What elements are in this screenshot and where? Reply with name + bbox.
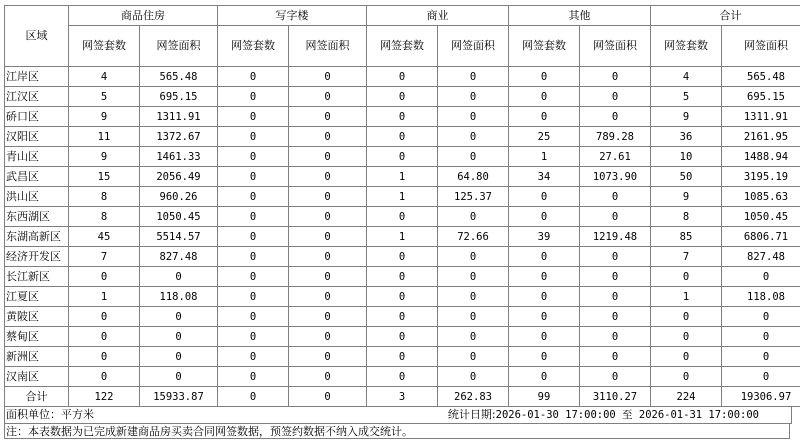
area-cell: 0 <box>722 327 800 347</box>
area-cell: 0 <box>580 207 651 227</box>
count-cell: 0 <box>218 107 289 127</box>
area-cell: 0 <box>289 287 367 307</box>
area-cell: 0 <box>140 347 218 367</box>
count-cell: 0 <box>218 87 289 107</box>
area-cell: 0 <box>438 287 509 307</box>
count-cell: 0 <box>509 207 580 227</box>
area-cell: 827.48 <box>140 247 218 267</box>
count-cell: 0 <box>69 327 140 347</box>
unit-label: 面积单位：平方米 <box>6 408 94 421</box>
area-cell: 15933.87 <box>140 387 218 407</box>
area-cell: 960.26 <box>140 187 218 207</box>
area-cell: 1311.91 <box>140 107 218 127</box>
area-cell: 0 <box>722 347 800 367</box>
area-cell: 0 <box>289 87 367 107</box>
sub-header-count: 网签套数 <box>69 26 140 67</box>
region-cell: 经济开发区 <box>5 247 69 267</box>
sub-header-count: 网签套数 <box>367 26 438 67</box>
table-row <box>5 247 800 267</box>
region-cell: 硚口区 <box>5 107 69 127</box>
area-cell: 0 <box>289 387 367 407</box>
area-cell: 0 <box>289 67 367 87</box>
area-cell: 0 <box>289 187 367 207</box>
table-row <box>5 187 800 207</box>
table-row <box>5 327 800 347</box>
region-cell: 汉阳区 <box>5 127 69 147</box>
count-cell: 0 <box>509 187 580 207</box>
area-cell: 0 <box>438 107 509 127</box>
count-cell: 36 <box>651 127 722 147</box>
area-cell: 0 <box>580 307 651 327</box>
table-row <box>5 367 800 387</box>
count-cell: 0 <box>218 367 289 387</box>
area-cell: 1219.48 <box>580 227 651 247</box>
area-cell: 0 <box>140 307 218 327</box>
table-row <box>5 67 800 87</box>
count-cell: 0 <box>69 307 140 327</box>
area-cell: 789.28 <box>580 127 651 147</box>
region-cell: 新洲区 <box>5 347 69 367</box>
count-cell: 122 <box>69 387 140 407</box>
area-cell: 0 <box>438 347 509 367</box>
count-cell: 0 <box>509 367 580 387</box>
area-cell: 1050.45 <box>140 207 218 227</box>
count-cell: 5 <box>651 87 722 107</box>
area-cell: 1073.90 <box>580 167 651 187</box>
area-cell: 0 <box>289 127 367 147</box>
area-cell: 0 <box>580 107 651 127</box>
area-cell: 2056.49 <box>140 167 218 187</box>
count-cell: 0 <box>218 227 289 247</box>
stat-date-label: 统计日期: <box>447 408 496 421</box>
count-cell: 1 <box>367 227 438 247</box>
area-cell: 0 <box>438 127 509 147</box>
count-cell: 0 <box>367 127 438 147</box>
region-cell: 东湖高新区 <box>5 227 69 247</box>
group-header-commercial: 商业 <box>367 6 509 26</box>
sub-header-count: 网签套数 <box>651 26 722 67</box>
area-cell: 0 <box>289 107 367 127</box>
sub-header-area: 网签面积 <box>140 26 218 67</box>
count-cell: 4 <box>69 67 140 87</box>
count-cell: 0 <box>509 347 580 367</box>
area-cell: 565.48 <box>722 67 800 87</box>
area-cell: 695.15 <box>722 87 800 107</box>
area-cell: 0 <box>580 187 651 207</box>
count-cell: 0 <box>509 87 580 107</box>
area-cell: 0 <box>580 87 651 107</box>
count-cell: 0 <box>218 327 289 347</box>
count-cell: 8 <box>69 187 140 207</box>
area-cell: 0 <box>289 227 367 247</box>
footer-info-row <box>4 407 792 424</box>
area-cell: 0 <box>438 67 509 87</box>
region-header: 区域 <box>5 6 69 67</box>
area-cell: 0 <box>289 147 367 167</box>
area-cell: 0 <box>438 307 509 327</box>
area-cell: 1372.67 <box>140 127 218 147</box>
count-cell: 0 <box>218 247 289 267</box>
count-cell: 0 <box>218 267 289 287</box>
count-cell: 0 <box>651 347 722 367</box>
region-cell: 江夏区 <box>5 287 69 307</box>
area-cell: 827.48 <box>722 247 800 267</box>
count-cell: 0 <box>218 167 289 187</box>
table-row <box>5 87 800 107</box>
area-cell: 0 <box>722 367 800 387</box>
count-cell: 7 <box>69 247 140 267</box>
area-cell: 0 <box>289 207 367 227</box>
area-cell: 0 <box>438 267 509 287</box>
count-cell: 0 <box>651 267 722 287</box>
table-row <box>5 127 800 147</box>
area-cell: 0 <box>580 327 651 347</box>
count-cell: 0 <box>69 267 140 287</box>
area-cell: 0 <box>289 267 367 287</box>
count-cell: 1 <box>509 147 580 167</box>
count-cell: 9 <box>651 107 722 127</box>
area-cell: 0 <box>580 67 651 87</box>
table-row <box>5 307 800 327</box>
count-cell: 8 <box>651 207 722 227</box>
count-cell: 0 <box>367 207 438 227</box>
sub-header-count: 网签套数 <box>509 26 580 67</box>
area-cell: 0 <box>438 247 509 267</box>
area-cell: 1085.63 <box>722 187 800 207</box>
total-row <box>5 387 800 407</box>
sub-header-count: 网签套数 <box>218 26 289 67</box>
area-cell: 0 <box>580 287 651 307</box>
area-cell: 0 <box>140 367 218 387</box>
stat-date-value: 2026-01-30 17:00:00 至 2026-01-31 17:00:00 <box>495 409 759 421</box>
count-cell: 0 <box>509 267 580 287</box>
count-cell: 9 <box>651 187 722 207</box>
count-cell: 0 <box>367 287 438 307</box>
area-cell: 0 <box>289 307 367 327</box>
area-cell: 0 <box>438 147 509 167</box>
count-cell: 1 <box>367 187 438 207</box>
count-cell: 0 <box>509 67 580 87</box>
area-cell: 0 <box>580 247 651 267</box>
area-cell: 6806.71 <box>722 227 800 247</box>
count-cell: 1 <box>367 167 438 187</box>
area-cell: 262.83 <box>438 387 509 407</box>
count-cell: 0 <box>367 347 438 367</box>
count-cell: 0 <box>509 247 580 267</box>
group-header-office: 写字楼 <box>218 6 367 26</box>
count-cell: 0 <box>367 247 438 267</box>
count-cell: 0 <box>509 327 580 347</box>
count-cell: 0 <box>367 67 438 87</box>
count-cell: 34 <box>509 167 580 187</box>
area-cell: 695.15 <box>140 87 218 107</box>
area-cell: 0 <box>580 267 651 287</box>
count-cell: 0 <box>367 367 438 387</box>
count-cell: 0 <box>218 127 289 147</box>
count-cell: 0 <box>218 67 289 87</box>
area-cell: 1461.33 <box>140 147 218 167</box>
count-cell: 0 <box>509 107 580 127</box>
table-row <box>5 167 800 187</box>
area-cell: 125.37 <box>438 187 509 207</box>
count-cell: 0 <box>218 207 289 227</box>
area-cell: 64.80 <box>438 167 509 187</box>
count-cell: 5 <box>69 87 140 107</box>
area-cell: 0 <box>289 247 367 267</box>
count-cell: 0 <box>367 267 438 287</box>
count-cell: 0 <box>367 147 438 167</box>
count-cell: 9 <box>69 107 140 127</box>
count-cell: 0 <box>651 367 722 387</box>
count-cell: 0 <box>367 307 438 327</box>
count-cell: 0 <box>367 327 438 347</box>
count-cell: 0 <box>218 147 289 167</box>
area-cell: 3195.19 <box>722 167 800 187</box>
area-cell: 0 <box>140 267 218 287</box>
area-cell: 27.61 <box>580 147 651 167</box>
group-header-residential: 商品住房 <box>69 6 218 26</box>
area-cell: 118.08 <box>722 287 800 307</box>
count-cell: 0 <box>367 107 438 127</box>
table-row <box>5 207 800 227</box>
region-cell: 蔡甸区 <box>5 327 69 347</box>
area-cell: 72.66 <box>438 227 509 247</box>
area-cell: 0 <box>289 367 367 387</box>
count-cell: 9 <box>69 147 140 167</box>
count-cell: 7 <box>651 247 722 267</box>
count-cell: 3 <box>367 387 438 407</box>
area-cell: 19306.97 <box>722 387 800 407</box>
area-cell: 0 <box>722 267 800 287</box>
region-cell: 汉南区 <box>5 367 69 387</box>
count-cell: 0 <box>651 327 722 347</box>
count-cell: 39 <box>509 227 580 247</box>
count-cell: 0 <box>218 307 289 327</box>
count-cell: 0 <box>509 307 580 327</box>
region-cell: 长江新区 <box>5 267 69 287</box>
count-cell: 15 <box>69 167 140 187</box>
count-cell: 99 <box>509 387 580 407</box>
count-cell: 8 <box>69 207 140 227</box>
area-cell: 0 <box>289 347 367 367</box>
count-cell: 0 <box>218 347 289 367</box>
region-cell: 江汉区 <box>5 87 69 107</box>
area-cell: 3110.27 <box>580 387 651 407</box>
area-cell: 0 <box>438 327 509 347</box>
count-cell: 10 <box>651 147 722 167</box>
table-row <box>5 347 800 367</box>
group-header-other: 其他 <box>509 6 651 26</box>
count-cell: 4 <box>651 67 722 87</box>
table-row <box>5 147 800 167</box>
area-cell: 0 <box>438 367 509 387</box>
count-cell: 0 <box>69 347 140 367</box>
area-cell: 5514.57 <box>140 227 218 247</box>
table-row <box>5 267 800 287</box>
area-cell: 0 <box>140 327 218 347</box>
region-cell: 东西湖区 <box>5 207 69 227</box>
area-cell: 565.48 <box>140 67 218 87</box>
count-cell: 0 <box>218 387 289 407</box>
region-cell: 武昌区 <box>5 167 69 187</box>
area-cell: 0 <box>438 87 509 107</box>
area-cell: 0 <box>722 307 800 327</box>
area-cell: 118.08 <box>140 287 218 307</box>
count-cell: 0 <box>367 87 438 107</box>
area-cell: 0 <box>580 347 651 367</box>
header-group-row <box>5 6 800 26</box>
region-cell: 黄陂区 <box>5 307 69 327</box>
region-cell: 合计 <box>5 387 69 407</box>
count-cell: 0 <box>651 307 722 327</box>
count-cell: 1 <box>651 287 722 307</box>
count-cell: 224 <box>651 387 722 407</box>
count-cell: 85 <box>651 227 722 247</box>
count-cell: 1 <box>69 287 140 307</box>
group-header-total: 合计 <box>651 6 800 26</box>
sub-header-area: 网签面积 <box>580 26 651 67</box>
region-cell: 青山区 <box>5 147 69 167</box>
table-body <box>5 67 800 407</box>
area-cell: 0 <box>289 167 367 187</box>
table-row <box>5 107 800 127</box>
count-cell: 45 <box>69 227 140 247</box>
count-cell: 0 <box>218 187 289 207</box>
stat-date <box>448 407 759 423</box>
count-cell: 50 <box>651 167 722 187</box>
sub-header-area: 网签面积 <box>722 26 800 67</box>
sales-table <box>4 5 800 407</box>
count-cell: 25 <box>509 127 580 147</box>
area-cell: 0 <box>289 327 367 347</box>
area-cell: 0 <box>580 367 651 387</box>
table-row <box>5 287 800 307</box>
area-cell: 1311.91 <box>722 107 800 127</box>
count-cell: 0 <box>69 367 140 387</box>
area-cell: 1488.94 <box>722 147 800 167</box>
sub-header-area: 网签面积 <box>289 26 367 67</box>
area-cell: 2161.95 <box>722 127 800 147</box>
area-cell: 0 <box>438 207 509 227</box>
count-cell: 0 <box>218 287 289 307</box>
header-sub-row <box>5 26 800 67</box>
table-row <box>5 227 800 247</box>
count-cell: 11 <box>69 127 140 147</box>
area-cell: 1050.45 <box>722 207 800 227</box>
count-cell: 0 <box>509 287 580 307</box>
region-cell: 江岸区 <box>5 67 69 87</box>
sub-header-area: 网签面积 <box>438 26 509 67</box>
region-cell: 洪山区 <box>5 187 69 207</box>
sales-report <box>4 5 790 439</box>
footnote: 注：本表数据为已完成新建商品房买卖合同网签数据，预签约数据不纳入成交统计。 <box>4 424 790 439</box>
